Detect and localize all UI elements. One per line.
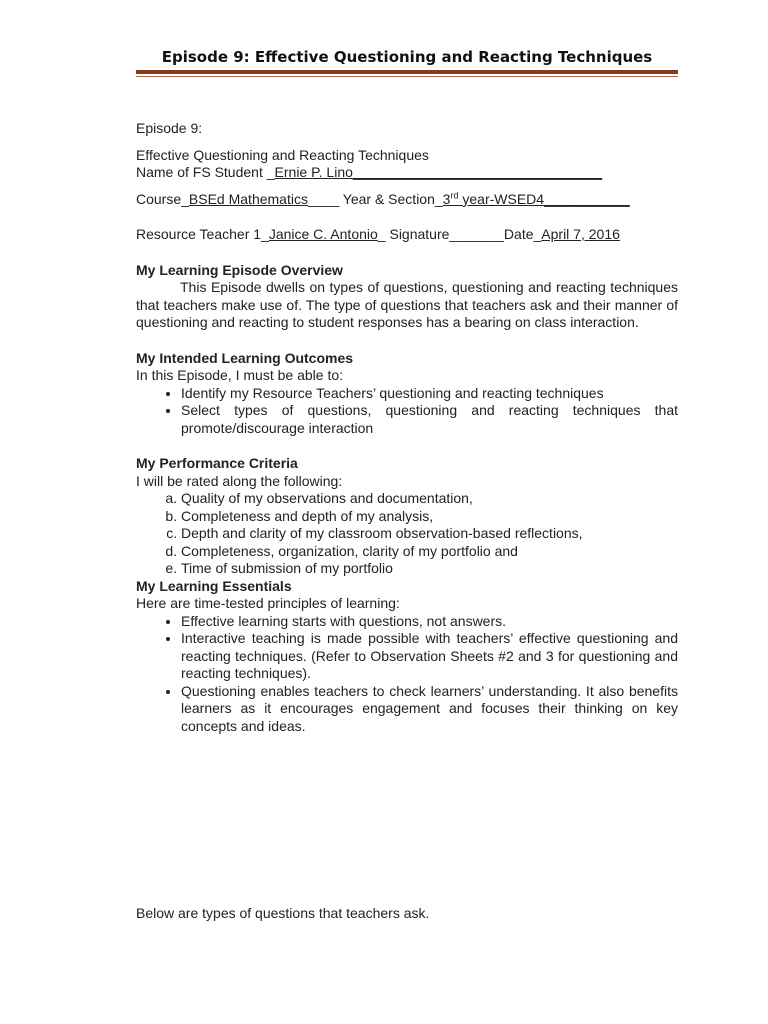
types-of-questions-intro: Below are types of questions that teachers ask.	[136, 905, 430, 921]
criteria-item: d. Completeness, organization, clarity of my portfolio and	[181, 543, 678, 561]
outcomes-list	[136, 385, 678, 438]
outcome-item: • Select types of questions, questioning and reacting techniques that promote/discourage interaction	[181, 402, 678, 437]
criteria-item: c. Depth and clarity of my classroom observation-based reflections,	[181, 525, 678, 543]
header-rule	[136, 70, 678, 74]
essentials-item: • Effective learning starts with questions, not answers.	[181, 613, 678, 631]
student-label: Name of FS Student _	[136, 164, 275, 180]
year-section-label: Year & Section_	[339, 190, 443, 207]
outcomes-intro: In this Episode, I must be able to:	[136, 367, 344, 383]
course-value: BSEd Mathematics	[188, 190, 308, 207]
header-rule-thin	[136, 76, 678, 77]
teacher-trail: _	[377, 226, 386, 242]
signature-label: Signature_______	[385, 226, 504, 242]
outcome-item: • Identify my Resource Teachers’ questioning and reacting techniques	[181, 385, 678, 403]
essentials-item: • Interactive teaching is made possible with teachers’ effective questioning and reacting techniques. (Refer to Observation Sheets #2 and 3 for questioning and reacting techniques).	[181, 630, 678, 683]
episode-title: Effective Questioning and Reacting Techniques	[136, 146, 429, 163]
criteria-item: a. Quality of my observations and documentation,	[181, 490, 678, 508]
criteria-item: b. Completeness and depth of my analysis,	[181, 508, 678, 526]
student-name-row	[136, 164, 678, 182]
teacher-row	[136, 226, 678, 244]
overview-heading: My Learning Episode Overview	[136, 261, 343, 278]
page-header-title: Episode 9: Effective Questioning and Reacting Techniques	[161, 48, 653, 66]
student-name-value: Ernie P. Lino________________________________	[274, 164, 603, 180]
criteria-intro: I will be rated along the following:	[136, 472, 343, 489]
course-label: Course_	[136, 190, 189, 207]
resource-teacher-value: Janice C. Antonio	[268, 226, 378, 242]
date-label: Date_	[503, 226, 542, 242]
outcomes-heading: My Intended Learning Outcomes	[136, 349, 354, 366]
essentials-item: • Questioning enables teachers to check learners’ understanding. It also benefits learners as it encourages engagement and focuses their thinking on key concepts and ideas.	[181, 683, 678, 736]
overview-body: This Episode dwells on types of questions, questioning and reacting techniques that teachers make use of. The type of questions that teachers ask and their manner of questioning and reacting to student responses has a bearing on class interaction.	[136, 279, 678, 330]
criteria-item: e. Time of submission of my portfolio	[181, 560, 678, 578]
criteria-heading: My Performance Criteria	[136, 455, 298, 471]
course-row	[136, 191, 678, 209]
essentials-heading: My Learning Essentials	[136, 577, 292, 594]
resource-teacher-label: Resource Teacher 1_	[136, 226, 269, 242]
year-section-value: 3rd year-WSED4___________	[442, 189, 630, 207]
essentials-intro: Here are time-tested principles of learning:	[136, 595, 400, 611]
episode-label: Episode 9:	[136, 120, 203, 136]
document-body	[136, 120, 678, 735]
essentials-list	[136, 613, 678, 736]
course-trail: ____	[307, 190, 340, 207]
criteria-list	[136, 490, 678, 578]
date-value: April 7, 2016	[541, 226, 620, 242]
